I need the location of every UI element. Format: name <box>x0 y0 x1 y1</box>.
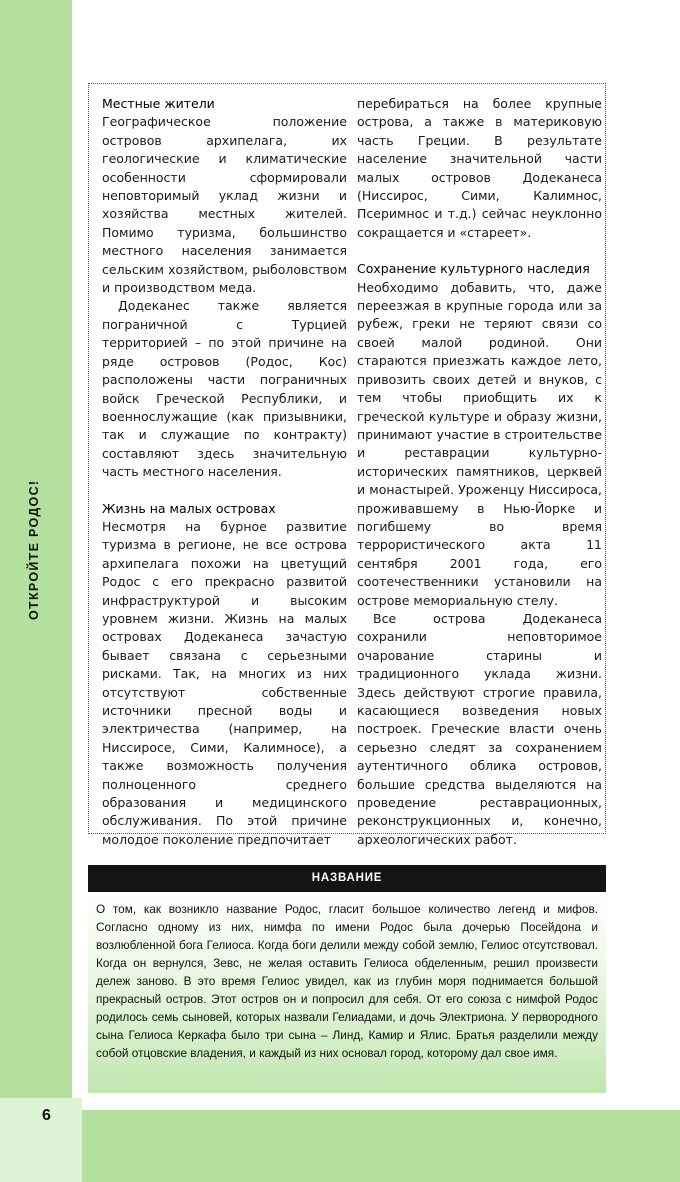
paragraph: Необходимо добавить, что, даже переезжая в крупные города или за рубеж, греки не теряют связи со своей малой родиной. Они стараются приезжать каждое лето, привозить своих детей и внуков, с тем чтобы приобщить их к греческой культуре и образу жизни, принимают участие в строительстве и реставрации культурно-исторических памятников, церквей и монастырей. Уроженцу Ниссироса, проживавшему в Нью-Йорке и погибшему во время террористического акта 11 сентября 2001 года, его соотечественники установили на острове мемориальную стелу. <box>357 279 602 608</box>
section-title-local-residents: Местные жители <box>102 96 215 111</box>
paragraph: Несмотря на бурное развитие туризма в регионе, не все острова архипелага похожи на цветущий Родос с его прекрасно развитой инфраструктурой и высоким уровнем жизни. Жизнь на малых островах Додеканеса зачастую бывает связана с серьезными рисками. Так, на многих из них отсутствуют собственные источники пресной воды и электричества (например, на Ниссиросе, Сими, Калимносе), а также возможность получения полноценного среднего образования и медицинского обслуживания. По этой причине молодое поколение предпочитает <box>102 518 347 847</box>
page-number-box <box>0 1098 82 1182</box>
spacer <box>102 482 347 500</box>
paragraph: Географическое положение островов архипелага, их геологические и климатические особенности сформировали неповторимый уклад жизни и хозяйства местных жителей. Помимо туризма, большинство местного населения занимается сельским хозяйством, рыболовством и производством меда. <box>102 114 347 296</box>
side-running-title: ОТКРОЙТЕ РОДОС! <box>27 479 41 620</box>
left-column <box>102 95 347 849</box>
paragraph: Все острова Додеканеса сохранили неповторимое очарование старины и традиционного уклада жизни. Здесь действуют строгие правила, касающиеся возведения новых построек. Греческие власти очень серьезно следят за сохранением аутентичного облика островов, большие средства выделяются на проведение реставрационных, реконструкционных и, конечно, археологических работ. <box>357 610 602 847</box>
page-number: 6 <box>42 1107 51 1124</box>
right-column <box>357 95 602 849</box>
section-title-small-islands: Жизнь на малых островах <box>102 500 276 516</box>
paragraph: перебираться на более крупные острова, а также в материковую часть Греции. В результате населениe значительной части малых островов Додеканеса (Ниссирос, Сими, Калимнос, Псеримнос и т.д.) сейчас неуклонно сокращается и «стареет». <box>357 96 602 240</box>
sidebar-box <box>88 892 606 1093</box>
section-title-cultural-heritage: Сохранение культурного наследия <box>357 261 590 277</box>
spacer <box>357 242 602 260</box>
footer-band <box>0 1110 680 1182</box>
sidebar-title: НАЗВАНИЕ <box>88 865 606 892</box>
sidebar-text: О том, как возникло название Родос, гласит большое количество легенд и мифов. Согласно одному из них, нимфа по имени Родос была дочерью Посейдона и возлюбленной бога Гелиоса. Когда боги делили между собой землю, Гелиос отсутствовал. Когда он вернулся, Зевс, не желая оставить Гелиоса обделенным, решил произвести дележ заново. В это время Гелиос увидел, как из глубин моря поднимается большой прекрасный остров. Этот остров он и попросил для себя. От его союза с нимфой Родос родилось семь сыновей, которых назвали Гелиадами, и дочь Электриона. У первородного сына Гелиоса Керкафа было три сына – Линд, Камир и Ялис. Братья разделили между собой отцовские владения, и каждый из них основал город, которому дал свое имя. <box>96 902 598 1060</box>
paragraph: Додеканес также является пограничной с Турцией территорией – по этой причине на ряде островов (Родос, Кос) расположены части пограничных войск Греческой Республики, и военнослужащие (как призывники, так и служащие по контракту) составляют здесь значительную часть местного населения. <box>102 298 347 480</box>
